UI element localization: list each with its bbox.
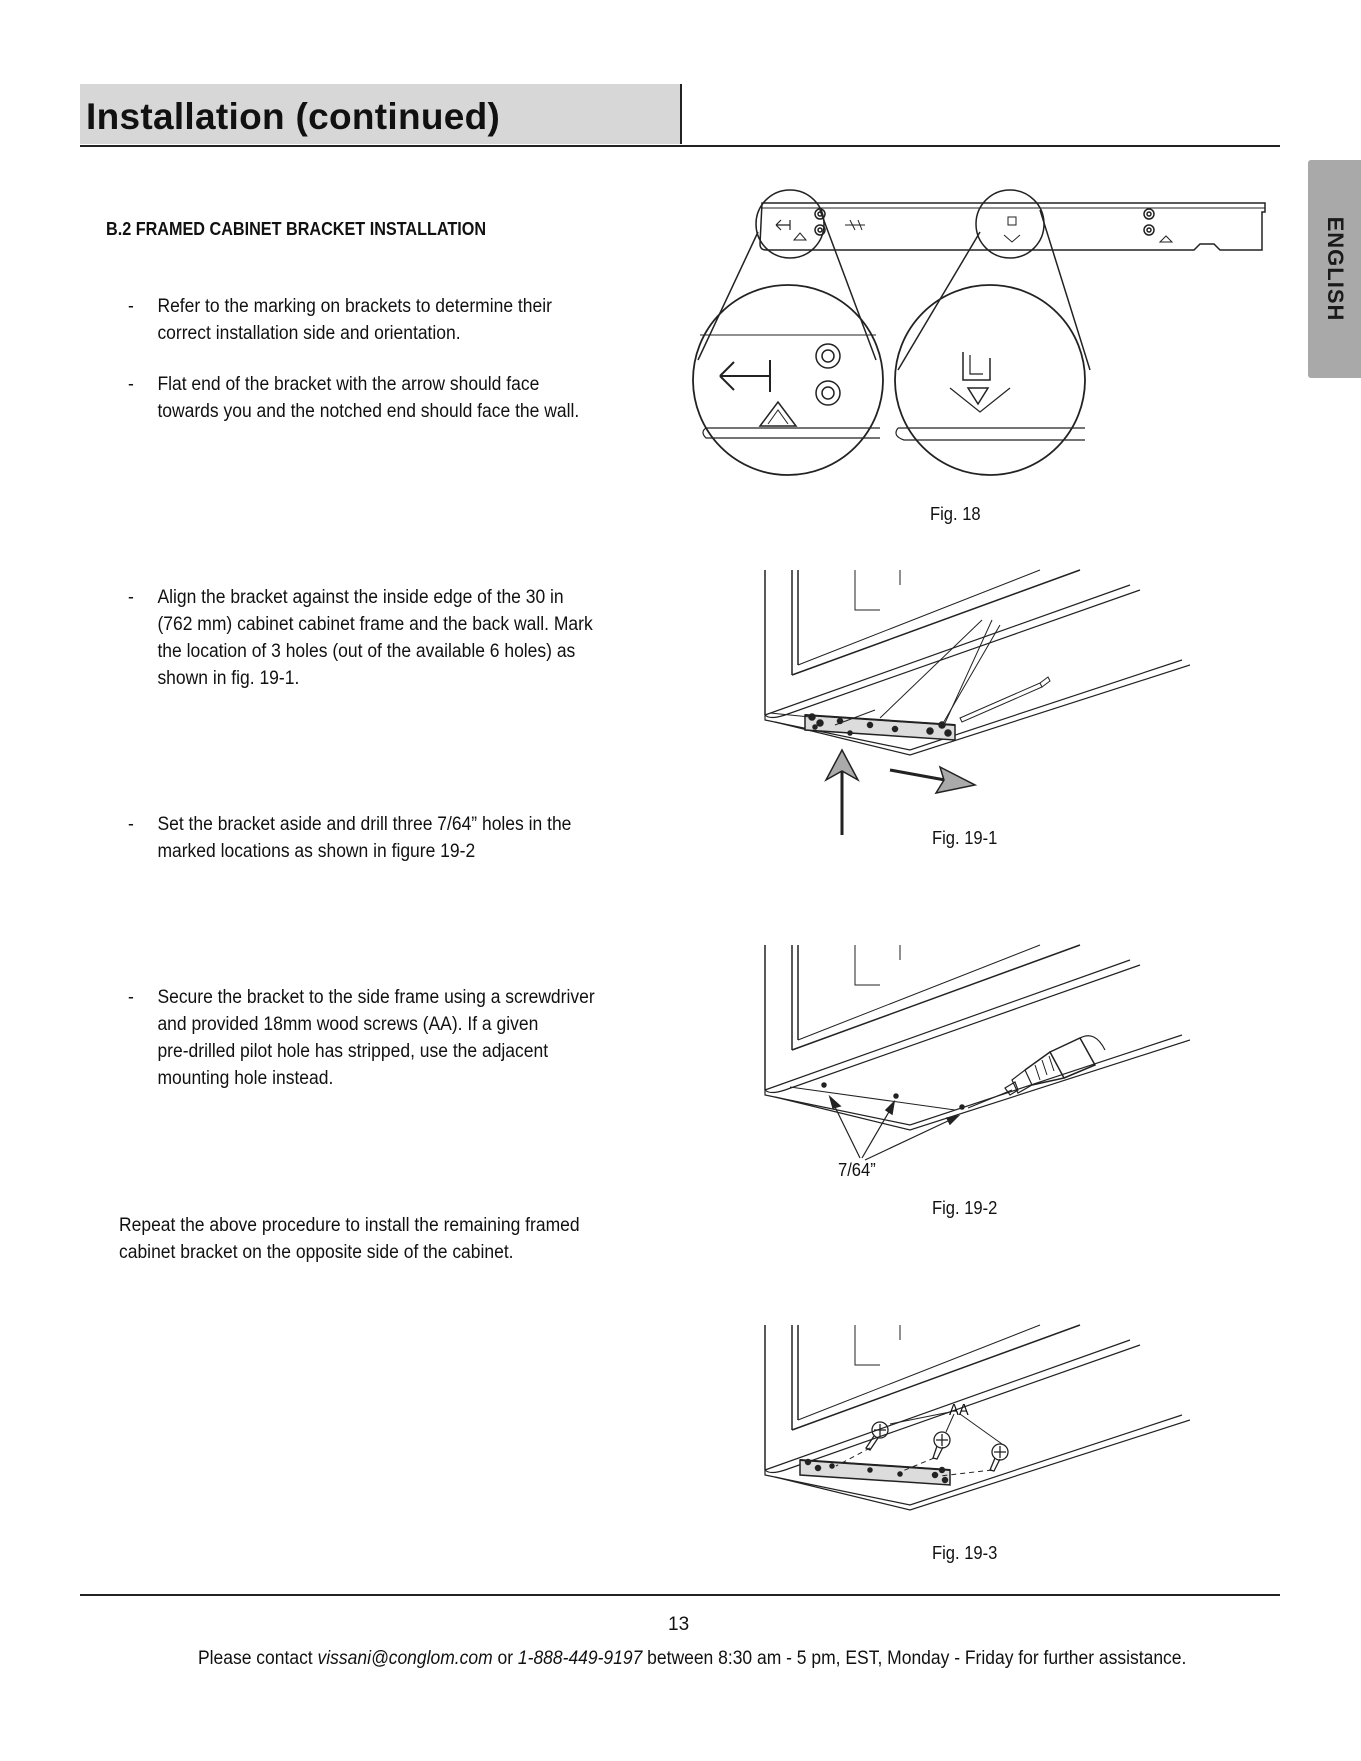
step-line: Flat end of the bracket with the arrow should face (157, 374, 540, 395)
step-line: Refer to the marking on brackets to determine their (157, 296, 552, 317)
page-number: 13 (668, 1614, 690, 1635)
step-line: mounting hole instead. (157, 1068, 334, 1089)
contact-line (198, 1648, 1186, 1670)
figure-18-caption: Fig. 18 (930, 504, 981, 524)
step-line: and provided 18mm wood screws (AA). If a given (157, 1014, 539, 1035)
step-text (157, 584, 617, 692)
figure-19-2-drill-holes (750, 940, 1190, 1180)
step-dash: - (128, 374, 134, 395)
footer-rule (80, 1594, 1280, 1596)
figure-19-3-secure-bracket (750, 1320, 1190, 1520)
contact-prefix: Please contact (198, 1648, 318, 1669)
step-line: Align the bracket against the inside edge of the 30 in (157, 587, 564, 608)
figure-18-bracket-detail (680, 180, 1280, 480)
title-rule (80, 145, 1280, 147)
step-line: correct installation side and orientation. (157, 323, 461, 344)
step-dash: - (128, 587, 134, 608)
contact-or: or (492, 1648, 518, 1669)
step-text (157, 371, 617, 425)
figure-19-1-mark-holes (750, 565, 1190, 850)
figure-19-3-caption: Fig. 19-3 (932, 1543, 998, 1563)
repeat-line: cabinet bracket on the opposite side of the cabinet. (119, 1242, 514, 1263)
repeat-note (119, 1212, 634, 1266)
step-line: the location of 3 holes (out of the available 6 holes) as (157, 641, 576, 662)
step-dash: - (128, 814, 134, 835)
contact-phone[interactable]: 1-888-449-9197 (517, 1648, 643, 1669)
step-line: pre-drilled pilot hole has stripped, use the adjacent (157, 1041, 549, 1062)
step-line: shown in fig. 19-1. (157, 668, 300, 689)
step-text (157, 293, 617, 347)
drill-size-label: 7/64” (838, 1160, 876, 1180)
step-line: (762 mm) cabinet cabinet frame and the back wall. Mark (157, 614, 593, 635)
step-text (157, 811, 617, 865)
step-line: Set the bracket aside and drill three 7/64” holes in the (157, 814, 572, 835)
language-tab-label: ENGLISH (1322, 216, 1348, 322)
page-title: Installation (continued) (86, 96, 501, 137)
figure-19-2-caption: Fig. 19-2 (932, 1198, 998, 1218)
step-text (157, 984, 617, 1092)
figure-19-1-caption: Fig. 19-1 (932, 828, 998, 848)
contact-email[interactable]: vissani@conglom.com (317, 1648, 493, 1669)
step-line: Secure the bracket to the side frame using a screwdriver (157, 987, 595, 1008)
contact-suffix: between 8:30 am - 5 pm, EST, Monday - Friday for further assistance. (642, 1648, 1187, 1669)
step-dash: - (128, 987, 134, 1008)
repeat-line: Repeat the above procedure to install the remaining framed (119, 1215, 580, 1236)
step-line: towards you and the notched end should face the wall. (157, 401, 580, 422)
step-dash: - (128, 296, 134, 317)
language-tab (1308, 160, 1361, 378)
step-line: marked locations as shown in figure 19-2 (157, 841, 476, 862)
section-heading: B.2 FRAMED CABINET BRACKET INSTALLATION (106, 219, 487, 239)
screw-label: AA (949, 1402, 969, 1419)
